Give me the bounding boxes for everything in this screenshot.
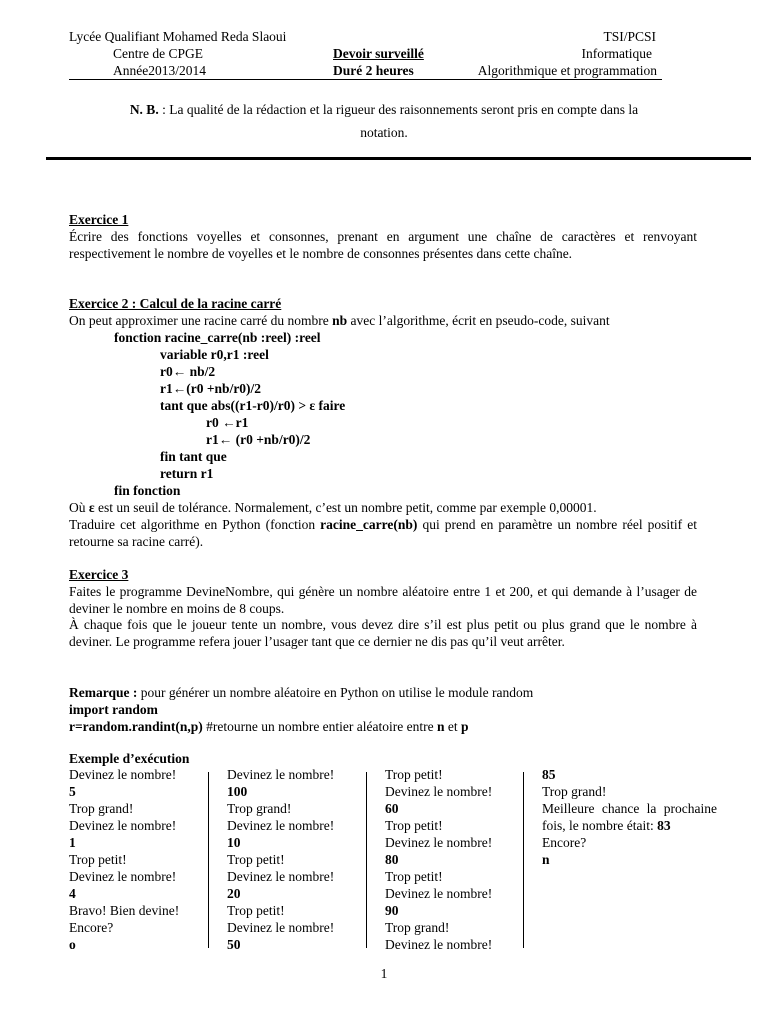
school-name: Lycée Qualifiant Mohamed Reda Slaoui	[69, 29, 287, 44]
intro-nb: nb	[332, 313, 348, 328]
exam-duration: Duré 2 heures	[333, 63, 414, 78]
c4-hint: Trop grand!	[542, 784, 607, 799]
column-separator-3	[523, 772, 524, 948]
c1-line: Devinez le nombre!	[69, 818, 177, 833]
translate-instruction	[69, 516, 697, 550]
randint-line	[69, 718, 469, 735]
randint-code: r=random.randint(n,p)	[69, 719, 203, 734]
topic-name: Algorithmique et programmation	[477, 63, 657, 78]
c1-line: Trop petit!	[69, 852, 127, 867]
c1-line: Trop grand!	[69, 801, 134, 816]
exercise-1-title: Exercice 1	[69, 212, 129, 227]
c4-answer: 83	[657, 818, 671, 833]
c3-line: Trop petit!	[385, 818, 443, 833]
c1-line: 4	[69, 886, 76, 901]
code-line-7: r1← (r0 +nb/r0)/2	[206, 432, 311, 447]
center-name: Centre de CPGE	[113, 46, 203, 61]
c2-line: Trop grand!	[227, 801, 292, 816]
code-line-4: r1←(r0 +nb/r0)/2	[160, 381, 262, 396]
trans-c: qui prend en paramètre un nombre réel positif et retourne sa racine carré).	[69, 517, 697, 549]
code-line-8: fin tant que	[160, 449, 227, 464]
c2-line: Trop petit!	[227, 852, 285, 867]
c3-line: Devinez le nombre!	[385, 835, 493, 850]
page-number: 1	[380, 966, 388, 981]
randint-p: p	[461, 719, 469, 734]
randint-n: n	[437, 719, 445, 734]
school-year: Année2013/2014	[113, 63, 206, 78]
nb-text-1: : La qualité de la rédaction et la rigueur des raisonnements seront pris en compte dans la	[158, 102, 639, 117]
example-column-2	[227, 766, 334, 953]
c3-line: Trop petit!	[385, 767, 443, 782]
subject-name: Informatique	[581, 46, 652, 61]
nb-text-2: notation.	[360, 125, 408, 140]
code-line-9: return r1	[160, 466, 214, 481]
trans-a: Traduire cet algorithme en Python (fonction	[69, 517, 321, 532]
nb-note	[0, 101, 768, 119]
eps-c: est un seuil de tolérance. Normalement, c’est un nombre petit, comme par exemple 0,00001.	[94, 500, 597, 515]
example-column-4	[542, 766, 717, 868]
c2-line: Devinez le nombre!	[227, 869, 335, 884]
example-column-3	[385, 766, 492, 953]
exercise-3-p1: Faites le programme DevineNombre, qui génère un nombre aléatoire entre 1 et 200, et qui demande à l’usager de deviner le nombre en moins de 8 coups.	[69, 584, 697, 616]
intro-text-a: On peut approximer une racine carré du nombre	[69, 313, 333, 328]
c2-line: Trop petit!	[227, 903, 285, 918]
c2-line: Devinez le nombre!	[227, 818, 335, 833]
code-line-3: r0← nb/2	[160, 364, 216, 379]
header-divider	[46, 157, 751, 160]
remark	[69, 684, 533, 701]
c3-line: Trop grand!	[385, 920, 450, 935]
code-line-10: fin fonction	[114, 483, 181, 498]
randint-et: et	[444, 719, 462, 734]
code-line-6: r0 ←r1	[206, 415, 249, 430]
c1-line: Bravo! Bien devine!	[69, 903, 180, 918]
intro-text-c: avec l’algorithme, écrit en pseudo-code, suivant	[347, 313, 610, 328]
c4-message	[542, 800, 717, 834]
column-separator-1	[208, 772, 209, 948]
class-name: TSI/PCSI	[603, 29, 656, 44]
epsilon-note	[69, 499, 597, 516]
c2-line: Devinez le nombre!	[227, 767, 335, 782]
c2-line: 100	[227, 784, 248, 799]
c3-line: Devinez le nombre!	[385, 886, 493, 901]
remark-label: Remarque :	[69, 685, 138, 700]
exercise-1-text: Écrire des fonctions voyelles et consonnes, prenant en argument une chaîne de caractères et renvoyant respectivement le nombre de voyelles et le nombre de consonnes présentes dans cette chaîne.	[69, 229, 697, 261]
c1-line: Devinez le nombre!	[69, 869, 177, 884]
c3-line: 80	[385, 852, 399, 867]
exercise-3-p2: À chaque fois que le joueur tente un nombre, vous devez dire s’il est plus petit ou plus grand que le nombre à deviner. Le programme refera jouer l’usager tant que ce dernier ne dis pas qu’il veut arrêter.	[69, 617, 697, 649]
c4-message-text: Meilleure chance la prochaine fois, le nombre était:	[542, 801, 717, 833]
exam-type: Devoir surveillé	[333, 46, 424, 61]
c1-line: 1	[69, 835, 76, 850]
code-line-1: fonction racine_carre(nb :reel) :reel	[114, 330, 321, 345]
c3-line: 60	[385, 801, 399, 816]
c1-line: 5	[69, 784, 76, 799]
c4-reply: n	[542, 852, 550, 867]
c4-question: Encore?	[542, 835, 587, 850]
c2-line: 10	[227, 835, 241, 850]
header-underline	[69, 79, 662, 80]
remark-text: pour générer un nombre aléatoire en Python on utilise le module random	[137, 685, 534, 700]
c1-line: Encore?	[69, 920, 114, 935]
c3-line: Devinez le nombre!	[385, 784, 493, 799]
eps-symbol: ε	[88, 500, 95, 515]
c4-value: 85	[542, 767, 556, 782]
c2-line: Devinez le nombre!	[227, 920, 335, 935]
exercise-2-intro	[69, 312, 610, 329]
column-separator-2	[366, 772, 367, 948]
nb-label: N. B.	[129, 102, 159, 117]
example-column-1	[69, 766, 179, 953]
eps-a: Où	[69, 500, 89, 515]
c1-line: o	[69, 937, 76, 952]
code-line-5: tant que abs((r1-r0)/r0) > ε faire	[160, 398, 346, 413]
c2-line: 20	[227, 886, 241, 901]
example-title: Exemple d’exécution	[69, 751, 190, 766]
code-line-2: variable r0,r1 :reel	[160, 347, 269, 362]
import-line: import random	[69, 702, 158, 717]
exercise-3-title: Exercice 3	[69, 567, 129, 582]
randint-comment: #retourne un nombre entier aléatoire entre	[202, 719, 437, 734]
c3-line: Devinez le nombre!	[385, 937, 493, 952]
c3-line: 90	[385, 903, 399, 918]
c1-line: Devinez le nombre!	[69, 767, 177, 782]
c3-line: Trop petit!	[385, 869, 443, 884]
trans-func: racine_carre(nb)	[320, 517, 418, 532]
exercise-2-title: Exercice 2 : Calcul de la racine carré	[69, 296, 282, 311]
c2-line: 50	[227, 937, 241, 952]
